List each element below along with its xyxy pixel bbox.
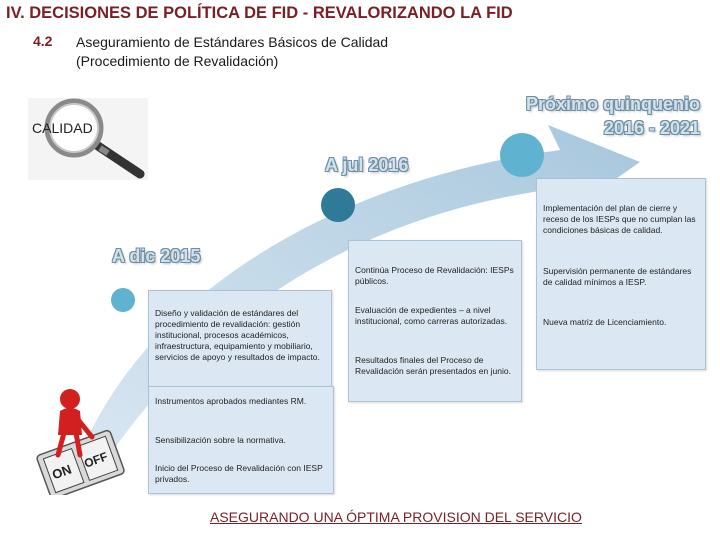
milestone-quinquenio-line1: Próximo quinquenio: [526, 94, 700, 114]
milestone-quinquenio: [470, 92, 700, 140]
column3-item2: Supervisión permanente de estándares de calidad mínimos a IESP.: [543, 266, 692, 287]
person-onoff-switch-image: [30, 385, 130, 495]
column1-top-box: [148, 290, 332, 388]
calidad-label: CALIDAD: [32, 120, 93, 136]
milestone-quinquenio-line2: 2016 - 2021: [603, 118, 700, 138]
switch-on-label: ON: [49, 461, 74, 483]
column2-box: [348, 240, 522, 402]
slide-title: IV. DECISIONES DE POLÍTICA DE FID - REVALORIZANDO LA FID: [6, 4, 513, 22]
milestone-jul-2016: A jul 2016: [325, 155, 409, 175]
section-title-line2: (Procedimiento de Revalidación): [76, 53, 279, 69]
column1-bottom-box: [148, 386, 334, 494]
column3-item1: Implementación del plan de cierre y receso de los IESPs que no cumplan las condiciones básicas de calidad.: [543, 203, 696, 235]
column2-item2: Evaluación de expedientes – a nivel institucional, como carreras autorizadas.: [355, 305, 508, 326]
milestone-dic-2015: A dic 2015: [112, 246, 201, 266]
timeline-dot-3: [500, 133, 544, 177]
footer-slogan: ASEGURANDO UNA ÓPTIMA PROVISION DEL SERVICIO: [210, 509, 582, 525]
column3-box: [536, 178, 706, 370]
calidad-magnifier-image: [28, 98, 148, 180]
column3-item3: Nueva matriz de Licenciamiento.: [543, 317, 667, 327]
column1-top-text: Diseño y validación de estándares del procedimiento de revalidación: gestión institucional, procesos académicos, infraestructura, equipamiento y mobiliario, servicios de apoyo y resultados de impacto.: [155, 308, 320, 362]
column1-item-sensibilizacion: Sensibilización sobre la normativa.: [155, 435, 286, 445]
column2-item3: Resultados finales del Proceso de Revalidación serán presentados en junio.: [355, 355, 511, 376]
timeline-dot-2: [321, 188, 355, 222]
switch-off-label: OFF: [82, 449, 110, 471]
column1-item-rm: Instrumentos aprobados mediantes RM.: [155, 396, 307, 406]
column1-item-inicio: Inicio del Proceso de Revalidación con IESP privados.: [155, 463, 323, 484]
timeline-dot-1: [111, 288, 135, 312]
column2-item1: Continúa Proceso de Revalidación: IESPs públicos.: [355, 265, 514, 286]
section-title-line1: Aseguramiento de Estándares Básicos de Calidad: [76, 34, 389, 50]
section-number: 4.2: [33, 33, 53, 49]
